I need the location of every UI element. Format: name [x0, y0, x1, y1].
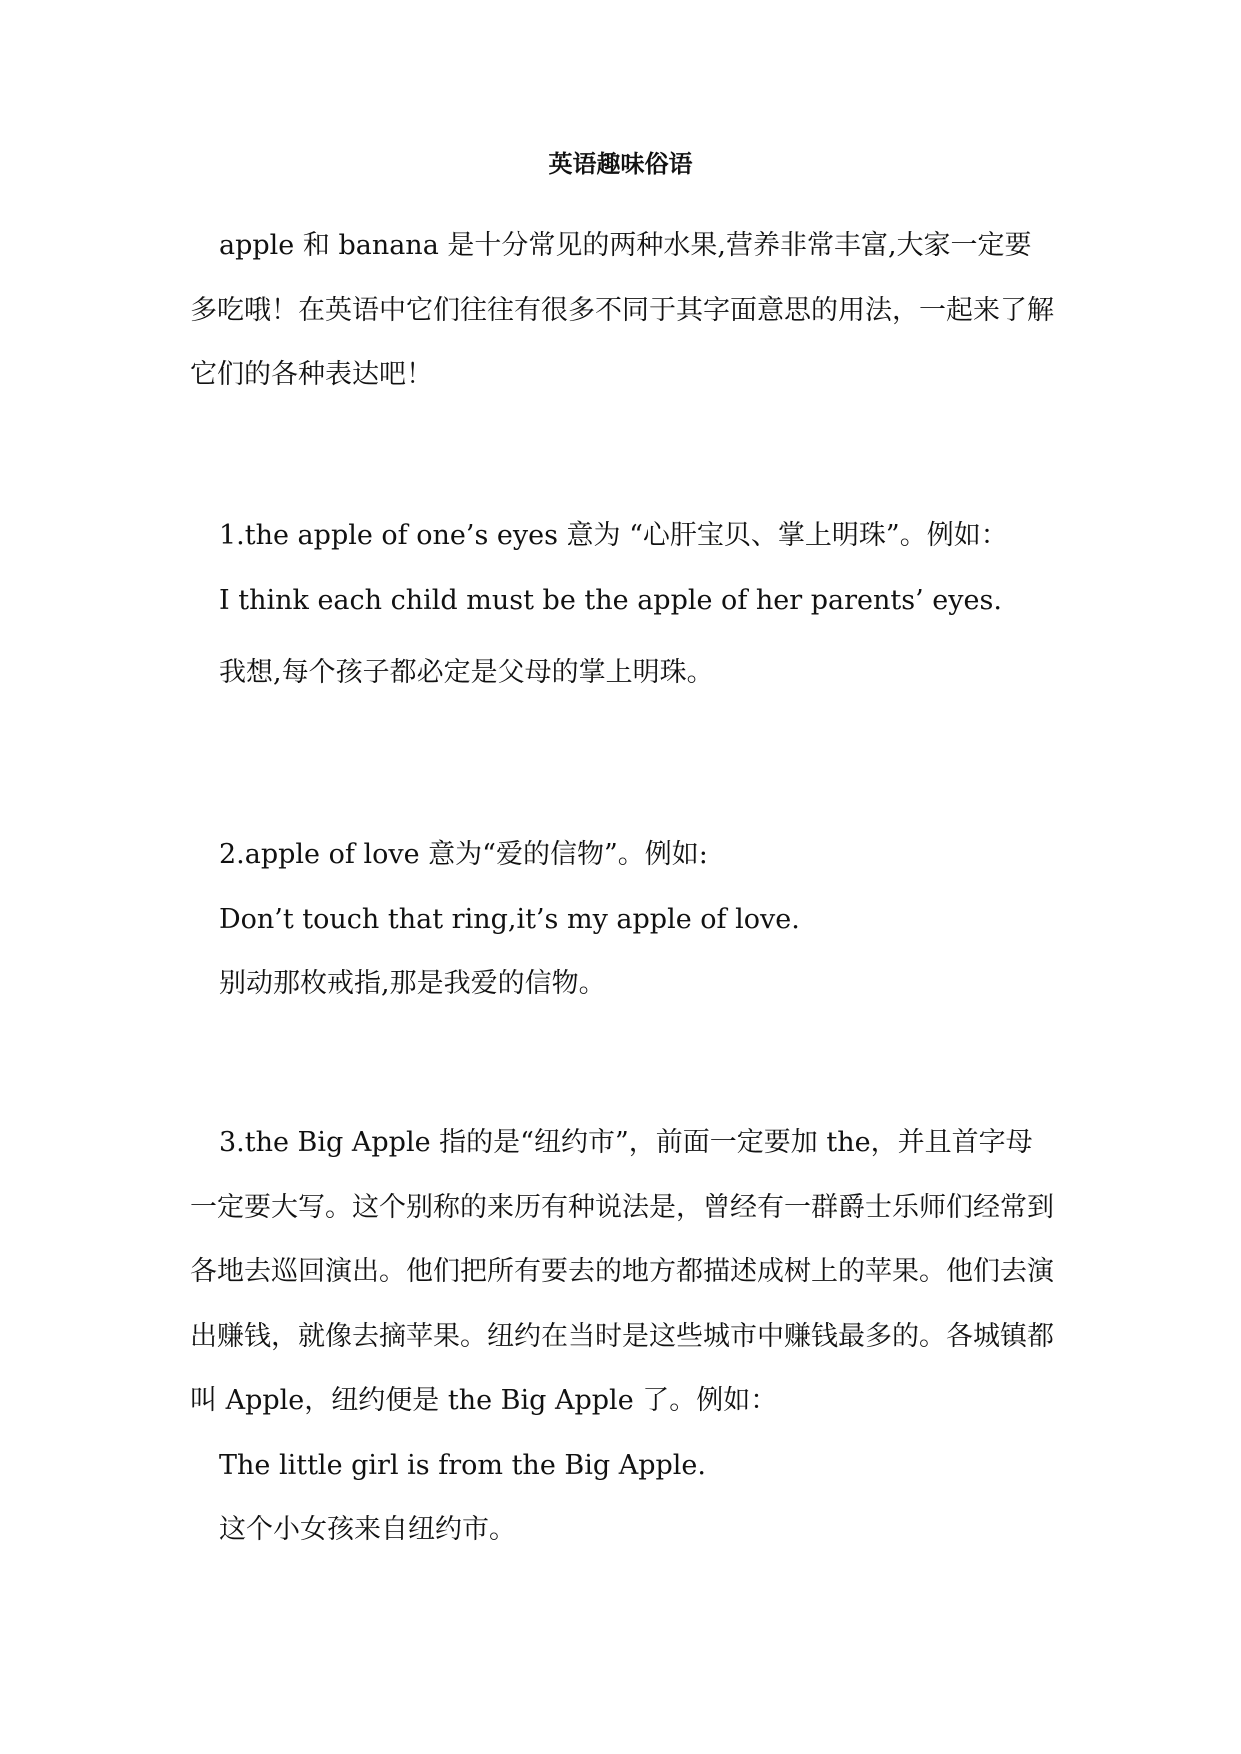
idiom-section-2: [190, 823, 1056, 1017]
intro-section: [190, 214, 1056, 408]
example-english: Don’t touch that ring,it’s my apple of love.: [219, 903, 800, 935]
idiom-heading: 2.apple of love 意为“爱的信物”。例如:: [219, 839, 708, 870]
idiom-heading: 1.the apple of one’s eyes 意为 “心肝宝贝、掌上明珠”。例如：: [219, 520, 1008, 551]
example-english: The little girl is from the Big Apple.: [219, 1449, 706, 1481]
example-chinese: 这个小女孩来自纽约市。: [219, 1514, 516, 1545]
document-title: 英语趣味俗语: [548, 149, 693, 178]
idiom-heading: 3.the Big Apple 指的是“纽约市”，前面一定要加 the，并且首字母一定要大写。这个别称的来历有种说法是，曾经有一群爵士乐师们经常到各地去巡回演出。他们把所有要去的地方都描述成树上的苹果。他们去演出赚钱，就像去摘苹果。纽约在当时是这些城市中赚钱最多的。各城镇都叫 Apple，纽约便是 the Big Apple 了。例如：: [190, 1127, 1054, 1416]
example-chinese: 别动那枚戒指,那是我爱的信物。: [219, 968, 606, 999]
example-chinese: 我想,每个孩子都必定是父母的掌上明珠。: [219, 657, 714, 688]
example-english: I think each child must be the apple of her parents’ eyes.: [219, 584, 1002, 616]
idiom-section-3: [190, 1111, 1056, 1563]
intro-paragraph: apple 和 banana 是十分常见的两种水果,营养非常丰富,大家一定要多吃哦！在英语中它们往往有很多不同于其字面意思的用法，一起来了解它们的各种表达吧！: [190, 230, 1054, 390]
idiom-section-1: [190, 504, 1056, 706]
